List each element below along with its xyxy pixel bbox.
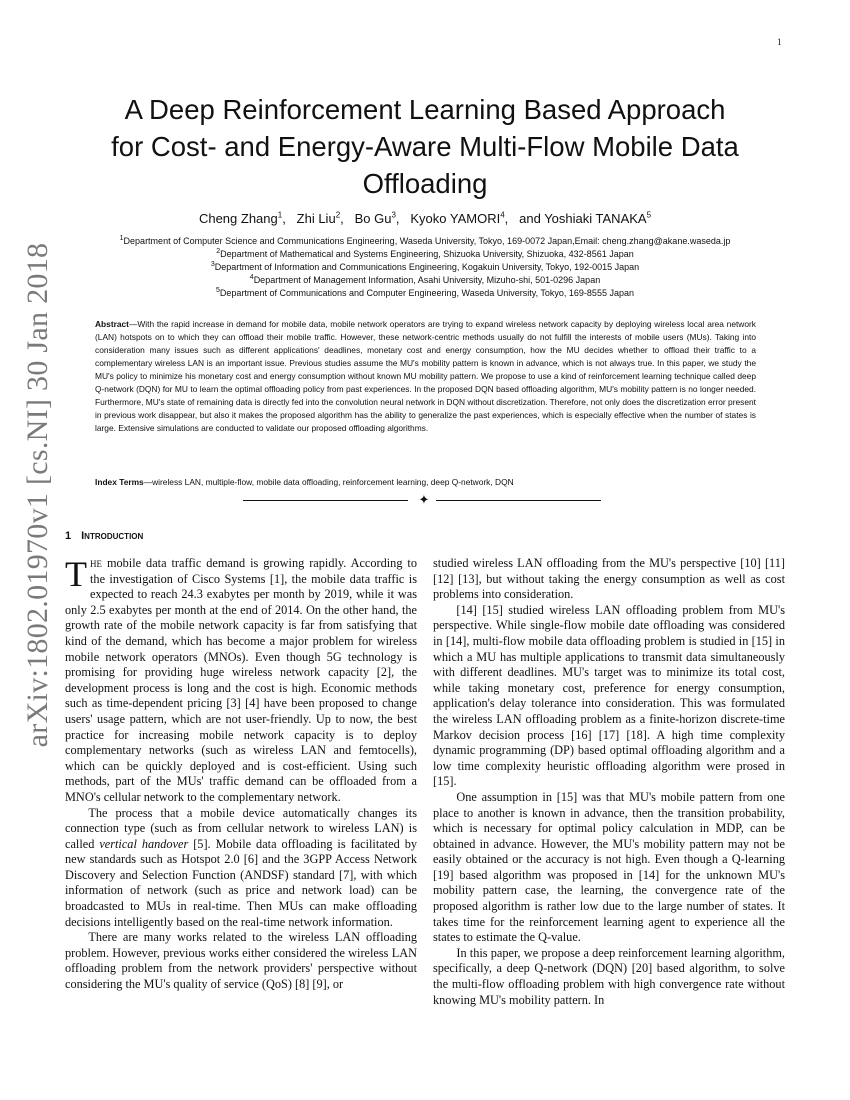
arxiv-identifier-stamp: arXiv:1802.01970v1 [cs.NI] 30 Jan 2018: [21, 242, 54, 748]
page-number: 1: [777, 37, 782, 47]
paragraph: The process that a mobile device automatically changes its connection type (such as from cellular network to wireless LAN) is called vertical handover [5]. Mobile data offloading is facilitated by new standards such as Hotspot 2.0 [6] and the 3GPP Access Network Discovery and Selection Function (ANDSF) standard [7], with which information of network (such as price and network load) can be broadcasted to MUs in real-time. Then MUs can make offloading decisions intelligently based on the real-time network information.: [65, 805, 417, 929]
paragraph: studied wireless LAN offloading from the MU's perspective [10] [11] [12] [13], but without taking the energy consumption as well as cost problems into consideration.: [433, 556, 785, 602]
affiliation: $^4$Department of Management Information, Asahi University, Mizuho-shi, 501-0296 Japan: [249, 274, 601, 285]
affiliation: $^5$Department of Communications and Computer Engineering, Waseda University, Tokyo, 169-8555 Japan: [216, 287, 634, 298]
author-list: Cheng Zhang$^1$, Zhi Liu$^2$, Bo Gu$^3$, Kyoko YAMORI$^4$, and Yoshiaki TANAKA$^5$: [198, 210, 652, 226]
body-column-left: [65, 556, 417, 993]
index-terms-text: —wireless LAN, multiple-flow, mobile data offloading, reinforcement learning, deep Q-network, DQN: [143, 477, 514, 487]
section-number: 1: [65, 530, 72, 542]
affiliation: $^3$Department of Information and Communications Engineering, Kogakuin University, Tokyo, 192-0015 Japan: [210, 261, 640, 272]
index-terms: [95, 476, 756, 489]
paragraph: There are many works related to the wireless LAN offloading problem. However, previous works either considered the wireless LAN offloading problem from the network providers' perspective without considering the MU's quality of service (QoS) [8] [9], or: [65, 930, 417, 992]
abstract-label: Abstract: [95, 319, 129, 329]
index-terms-label: Index Terms: [95, 477, 144, 487]
author: Cheng Zhang$^1$: [198, 210, 283, 226]
title-line: for Cost- and Energy-Aware Multi-Flow Mobile Data: [111, 131, 739, 163]
affiliation: $^1$Department of Computer Science and Communications Engineering, Waseda University, Tokyo, 169-0072 Japan,Email: cheng.zhang@akane.waseda.jp: [119, 235, 731, 246]
affiliation: $^2$Department of Mathematical and Systems Engineering, Shizuoka University, Shizuoka, 432-8561 Japan: [216, 248, 634, 259]
paragraph: In this paper, we propose a deep reinforcement learning algorithm, specifically, a deep Q-network (DQN) [20] based algorithm, to solve the multi-flow offloading problem with high convergence rate without knowing MU's mobility pattern. In: [433, 945, 785, 1007]
paragraph: One assumption in [15] was that MU's mobile pattern from one place to another is known in advance, then the transition probability, which is necessary for optimal policy calculation in MDP, can be obtained in advance. However, the MU's mobility pattern may not be easily obtained or the accuracy is not high. Even though a Q-learning [19] based algorithm was proposed in [14] for the unknown MU's mobility pattern case, the learning, the convergence rate of the proposed algorithm is rather low due to the large number of states. It takes time for the reinforcement learning agent to experience all the states to estimate the Q-value.: [433, 789, 785, 945]
divider-rule-left: [243, 500, 408, 501]
author: Kyoko YAMORI$^4$: [410, 210, 505, 226]
title-line: A Deep Reinforcement Learning Based Approach: [124, 94, 726, 126]
affiliation-list: [60, 235, 790, 300]
paper-title: [70, 91, 780, 202]
author: Zhi Liu$^2$: [296, 210, 341, 226]
abstract: [95, 318, 756, 435]
section-title: Introduction: [81, 530, 144, 542]
drop-cap: T: [65, 554, 87, 594]
paragraph: The mobile data traffic demand is growing rapidly. According to the investigation of Cisco Systems [1], the mobile data traffic is expected to reach 24.3 exabytes per month by 2019, while it was only 2.5 exabytes per month at the end of 2014. On the other hand, the growth rate of the mobile network capacity is far from satisfying that kind of the demand, which has become a major problem for wireless mobile network operators (MNOs). Even though 5G technology is promising for providing huge wireless network capacity [2], the development process is long and the cost is high. Economic methods such as time-dependent pricing [3] [4] have been proposed to change users' usage pattern, which are not user-friendly. Up to now, the best practice for increasing mobile network capacity is to deploy complementary networks (such as wireless LAN and femtocells), which can be quickly deployed and is cost-efficient. Using such methods, part of the MUs' traffic demand can be offloaded from a MNO's cellular network to the complementary network.: [65, 554, 417, 804]
paragraph: [14] [15] studied wireless LAN offloading problem from MU's perspective. While single-flow mobile date offloading was considered in [14], multi-flow mobile data offloading problem is studied in [15] in which a MU has multiple applications to transmit data simultaneously with different deadlines. MU's target was to minimize its total cost, while taking monetary cost, preference for energy consumption, application's delay tolerance into consideration. This was formulated the wireless LAN offloading problem as a finite-horizon discrete-time Markov decision process [16] [17] [18]. A high time complexity dynamic programming (DP) based optimal offloading algorithm and a low time complexity heuristic offloading algorithm were prosed in [15].: [433, 602, 785, 789]
abstract-text: —With the rapid increase in demand for mobile data, mobile network operators are trying to expand wireless network capacity by deploying wireless local area network (LAN) hotspots on to which they can offload their mobile traffic. However, these network-centric methods usually do not fulfill the interests of mobile users (MUs). Taking into consideration many issues such as different applications' deadlines, monetary cost and energy consumption, how the MU decides whether to offload their traffic to a complementary wireless LAN is an important issue. Previous studies assume the MU's mobility pattern is known in advance, which is not always true. In this paper, we study the MU's policy to minimize his monetary cost and energy consumption without known MU mobility pattern. We propose to use a kind of reinforcement learning technique called deep Q-network (DQN) for MU to learn the optimal offloading policy from past experiences. In the proposed DQN based offloading algorithm, MU's mobility pattern is no longer needed. Furthermore, MU's state of remaining data is directly fed into the convolution neural network in DQN without discretization. Therefore, not only does the discretization error present in previous work disappear, but also it makes the proposed algorithm has the ability to generalize the past experiences, which is especially effective when the number of states is large. Extensive simulations are conducted to validate our proposed offloading algorithms.: [95, 319, 756, 434]
divider-rule-right: [436, 500, 601, 501]
author: Bo Gu$^3$: [354, 210, 396, 226]
title-line: Offloading: [362, 168, 488, 200]
body-column-right: [433, 556, 785, 1008]
divider-diamond-icon: ✦: [418, 492, 430, 507]
section-heading: [65, 530, 143, 542]
author: and Yoshiaki TANAKA$^5$: [519, 210, 652, 226]
